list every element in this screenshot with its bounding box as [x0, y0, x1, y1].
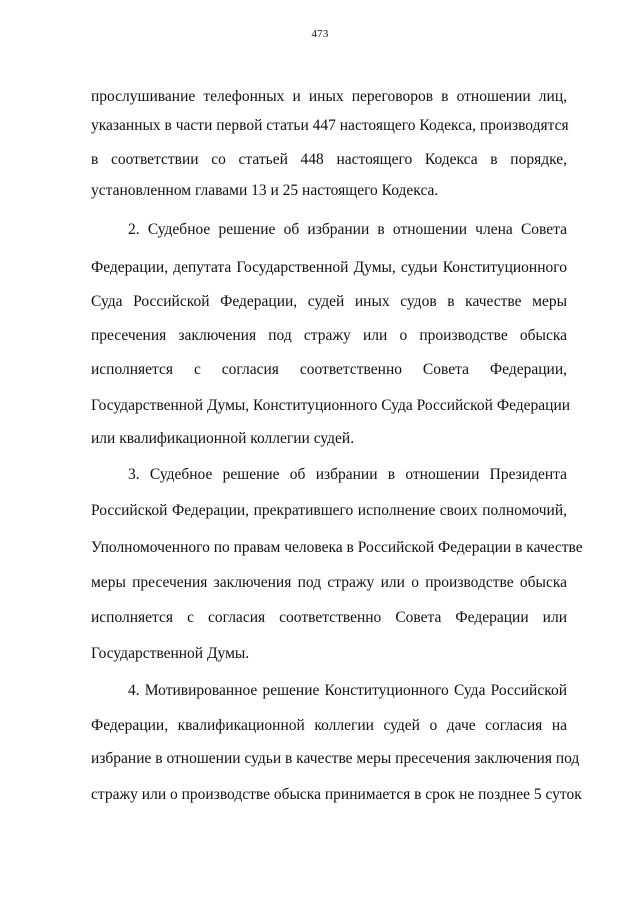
- text-line: пресечения заключения под стражу или о производстве обыска: [91, 327, 567, 344]
- text-line: исполняется с согласия соответственно Совета Федерации или: [91, 609, 567, 626]
- text-line: указанных в части первой статьи 447 настоящего Кодекса, производятся: [91, 117, 569, 134]
- paragraph-4-start: 4. Мотивированное решение Конституционного Суда Российской: [128, 682, 567, 699]
- text-line: или квалификационной коллегии судей.: [91, 430, 355, 447]
- text-line: Суда Российской Федерации, судей иных судов в качестве меры: [91, 293, 567, 310]
- page-number: 473: [311, 28, 329, 40]
- text-line: исполняется с согласия соответственно Совета Федерации,: [91, 361, 567, 378]
- paragraph-2-start: 2. Судебное решение об избрании в отношении члена Совета: [128, 221, 567, 238]
- text-line: Государственной Думы, Конституционного Суда Российской Федерации: [91, 397, 571, 414]
- text-line: Уполномоченного по правам человека в Российской Федерации в качестве: [91, 539, 583, 556]
- text-line: Федерации, квалификационной коллегии судей о даче согласия на: [91, 717, 567, 734]
- text-line: меры пресечения заключения под стражу или о производстве обыска: [91, 574, 567, 591]
- text-line: Федерации, депутата Государственной Думы, судьи Конституционного: [91, 259, 567, 276]
- text-line: стражу или о производстве обыска принимается в срок не позднее 5 суток: [91, 786, 582, 803]
- text-line: Государственной Думы.: [91, 645, 250, 662]
- text-line: прослушивание телефонных и иных переговоров в отношении лиц,: [91, 88, 567, 105]
- text-line: установленном главами 13 и 25 настоящего Кодекса.: [91, 182, 439, 199]
- paragraph-3-start: 3. Судебное решение об избрании в отношении Президента: [128, 466, 567, 483]
- text-line: в соответствии со статьей 448 настоящего Кодекса в порядке,: [91, 151, 567, 168]
- text-line: избрание в отношении судьи в качестве меры пресечения заключения под: [91, 750, 580, 767]
- text-line: Российской Федерации, прекратившего исполнение своих полномочий,: [91, 502, 567, 519]
